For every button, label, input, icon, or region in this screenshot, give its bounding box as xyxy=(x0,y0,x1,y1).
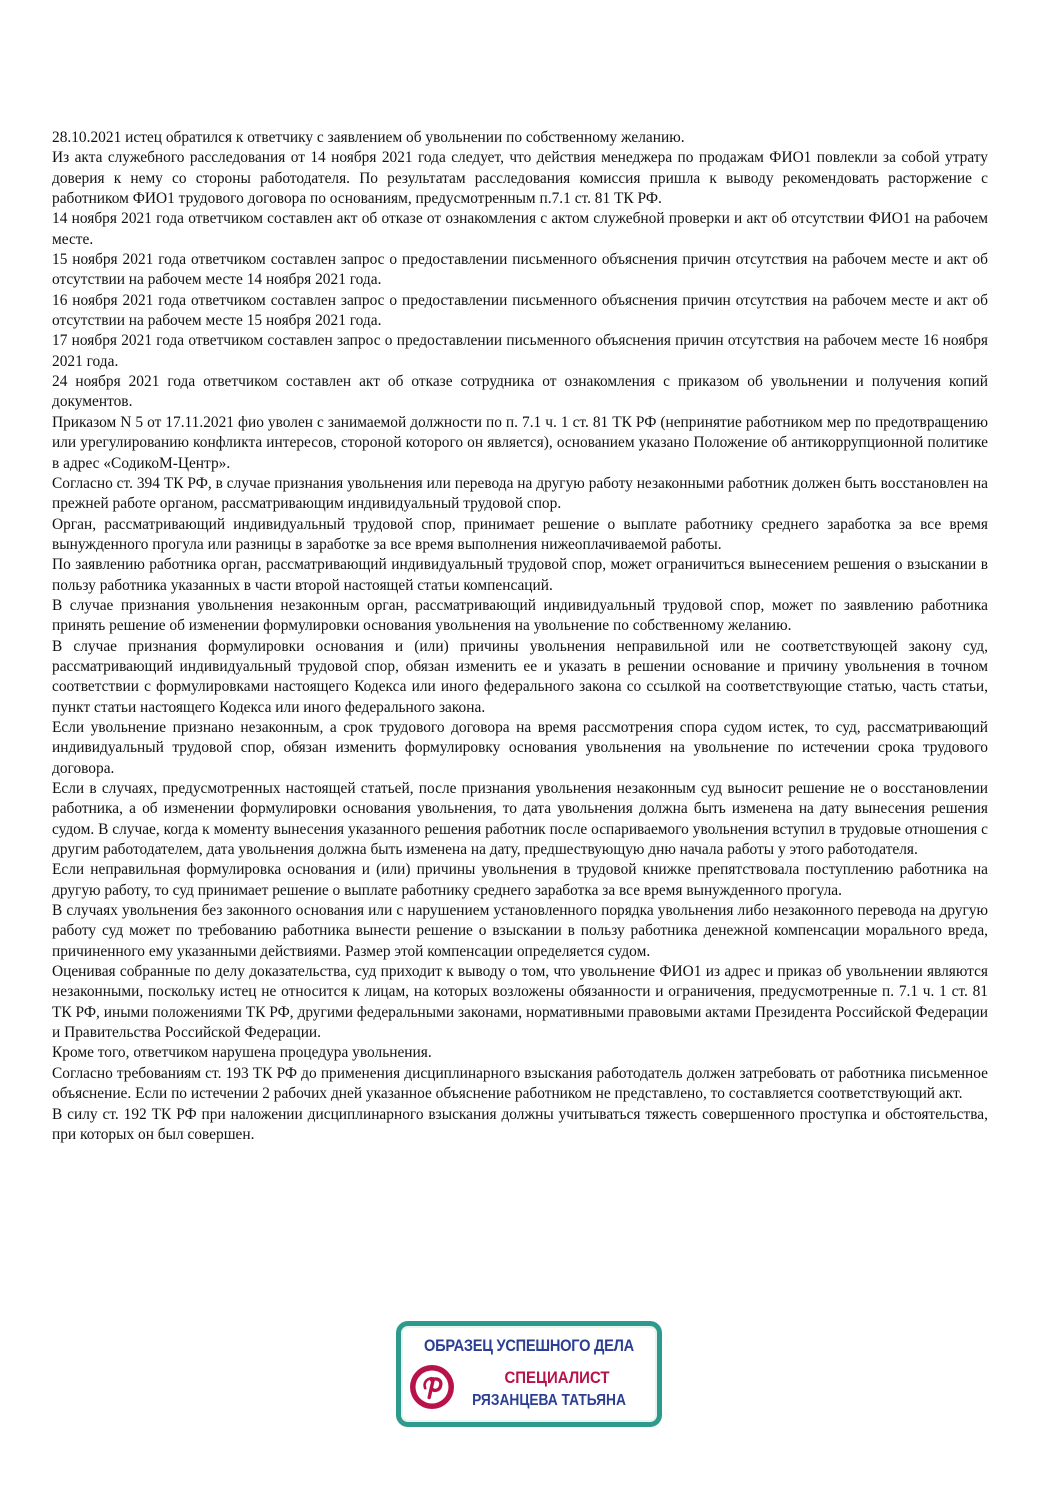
paragraph: В силу ст. 192 ТК РФ при наложении дисциплинарного взыскания должны учитываться тяжесть совершенного проступка и обстоятельства, при которых он был совершен. xyxy=(52,1105,988,1143)
paragraph: 24 ноября 2021 года ответчиком составлен акт об отказе сотрудника от ознакомления с приказом об увольнении и получения копий документов. xyxy=(52,373,988,411)
stamp-specialist-label: СПЕЦИАЛИСТ xyxy=(504,1368,610,1387)
paragraph: Согласно ст. 394 ТК РФ, в случае признания увольнения или перевода на другую работу незаконными работник должен быть восстановлен на прежней работе органом, рассматривающим индивидуальный трудовой спор. xyxy=(52,474,988,513)
pinterest-logo-icon xyxy=(409,1364,455,1410)
paragraph: Из акта служебного расследования от 14 ноября 2021 года следует, что действия менеджера по продажам ФИО1 повлекли за собой утрату доверия к нему со стороны работодателя. По результатам расследования комиссия пришла к выводу рекомендовать расторжение с работником ФИО1 трудового договора по основаниям, предусмотренным п.7.1 ст. 81 ТК РФ. xyxy=(52,149,988,208)
paragraph: Если в случаях, предусмотренных настоящей статьей, после признания увольнения незаконным суд выносит решение не о восстановлении работника, а об изменении формулировки основания увольнения, то дата увольнения должна быть изменена на дату вынесения решения судом. В случае, когда к моменту вынесения указанного решения работник после оспариваемого увольнения вступил в трудовые отношения с другим работодателем, дата увольнения должна быть изменена на дату, предшествующую дню начала работы у этого работодателя. xyxy=(52,780,988,859)
paragraph: Орган, рассматривающий индивидуальный трудовой спор, принимает решение о выплате работнику среднего заработка за все время вынужденного прогула или разницы в заработке за все время выполнения нижеоплачиваемой работы. xyxy=(52,515,988,553)
sample-case-stamp xyxy=(396,1321,662,1427)
paragraph: Кроме того, ответчиком нарушена процедура увольнения. xyxy=(52,1044,432,1062)
paragraph: Оценивая собранные по делу доказательства, суд приходит к выводу о том, что увольнение ФИО1 из адрес и приказ об увольнении являются незаконными, поскольку истец не относится к лицам, на которых возложены обязанности и ограничения, предусмотренные п. 7.1 ч. 1 ст. 81 ТК РФ, иными положениями ТК РФ, другими федеральными законами, нормативными правовыми актами Президента Российской Федерации и Правительства Российской Федерации. xyxy=(52,963,988,1042)
stamp-title: ОБРАЗЕЦ УСПЕШНОГО ДЕЛА xyxy=(424,1336,634,1355)
paragraph: 16 ноября 2021 года ответчиком составлен запрос о предоставлении письменного объяснения причин отсутствия на рабочем месте и акт об отсутствии на рабочем месте 15 ноября 2021 года. xyxy=(52,291,988,330)
document-body xyxy=(52,128,988,1145)
paragraph: 28.10.2021 истец обратился к ответчику с заявлением об увольнении по собственному желанию. xyxy=(52,129,685,146)
stamp-specialist-name: РЯЗАНЦЕВА ТАТЬЯНА xyxy=(472,1392,626,1409)
paragraph: По заявлению работника орган, рассматривающий индивидуальный трудовой спор, может ограничиться вынесением решения о взыскании в пользу работника указанных в части второй настоящей статьи компенсаций. xyxy=(52,556,988,594)
paragraph: Приказом N 5 от 17.11.2021 фио уволен с занимаемой должности по п. 7.1 ч. 1 ст. 81 ТК РФ (непринятие работником мер по предотвращению или урегулированию конфликта интересов, стороной которого он является), основанием указано Положение об антикоррупционной политике в адрес «СодикоМ-Центр». xyxy=(52,413,988,472)
paragraph: В случае признания формулировки основания и (или) причины увольнения неправильной или не соответствующей закону суд, рассматривающий индивидуальный трудовой спор, обязан изменить ее и указать в решении основание и причину увольнения в точном соответствии с формулировками настоящего Кодекса или иного федерального закона со ссылкой на соответствующие статью, часть статьи, пункт статьи настоящего Кодекса или иного федерального закона. xyxy=(52,637,988,716)
paragraph: 15 ноября 2021 года ответчиком составлен запрос о предоставлении письменного объяснения причин отсутствия на рабочем месте и акт об отсутствии на рабочем месте 14 ноября 2021 года. xyxy=(52,251,988,289)
paragraph: Если увольнение признано незаконным, а срок трудового договора на время рассмотрения спора судом истек, то суд, рассматривающий индивидуальный трудовой спор, обязан изменить формулировку основания увольнения на увольнение по истечении срока трудового договора. xyxy=(52,718,988,777)
paragraph: В случае признания увольнения незаконным орган, рассматривающий индивидуальный трудовой спор, может по заявлению работника принять решение об изменении формулировки основания увольнения на увольнение по собственному желанию. xyxy=(52,596,988,635)
paragraph: Если неправильная формулировка основания и (или) причины увольнения в трудовой книжке препятствовала поступлению работника на другую работу, то суд принимает решение о выплате работнику среднего заработка за все время вынужденного прогула. xyxy=(52,861,988,899)
paragraph: В случаях увольнения без законного основания или с нарушением установленного порядка увольнения либо незаконного перевода на другую работу суд может по требованию работника вынести решение о взыскании в пользу работника денежной компенсации морального вреда, причиненного ему указанными действиями. Размер этой компенсации определяется судом. xyxy=(52,902,988,960)
paragraph: 17 ноября 2021 года ответчиком составлен запрос о предоставлении письменного объяснения причин отсутствия на рабочем месте 16 ноября 2021 года. xyxy=(52,332,988,370)
paragraph: 14 ноября 2021 года ответчиком составлен акт об отказе от ознакомления с актом служебной проверки и акт об отсутствии ФИО1 на рабочем месте. xyxy=(52,210,988,248)
paragraph: Согласно требованиям ст. 193 ТК РФ до применения дисциплинарного взыскания работодатель должен затребовать от работника письменное объяснение. Если по истечении 2 рабочих дней указанное объяснение работником не представлено, то составляется соответствующий акт. xyxy=(52,1064,988,1103)
